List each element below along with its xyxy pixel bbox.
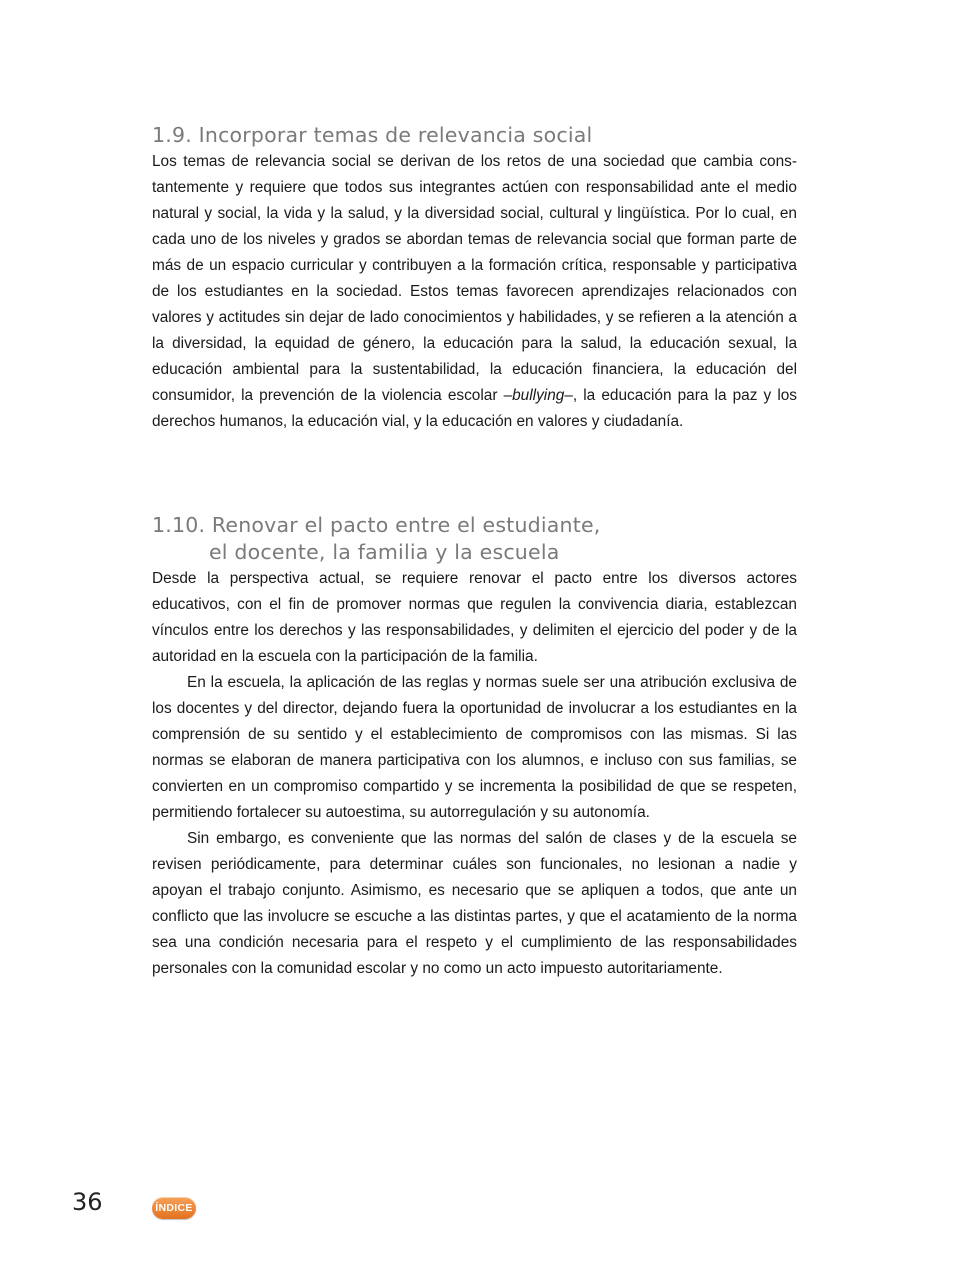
- section-relevancia-social: [152, 122, 797, 435]
- heading-line-2: el docente, la familia y la escuela: [209, 540, 560, 564]
- body-paragraph: Sin embargo, es conveniente que las normas del salón de clases y de la escuela se revisen periódicamente, para determinar cuáles son funcionales, no lesionan a nadie y apoyan el trabajo conjunto. Asimismo, es necesario que se apliquen a todos, que ante un conflicto que las involucre se escuche a las distintas partes, y que el acatamiento de la norma sea una condición necesaria para el respeto y el cumplimiento de las responsabilidades personales con la comunidad escolar y no como un acto impuesto autoritariamente.: [152, 830, 797, 977]
- italic-term: bullying: [512, 387, 565, 404]
- section-heading: 1.9. Incorporar temas de relevancia social: [152, 123, 593, 147]
- paragraph-text: Los temas de relevancia social se derivan de los retos de una sociedad que cambia constantemente y requiere que todos sus integrantes actúen con responsabilidad ante el medio natural y social, la vida y la salud, y la diversidad social, cultural y lingüística. Por lo cual, en cada uno de los niveles y grados se abordan temas de relevancia social que forman parte de más de un espacio curricular y contribuyen a la formación crítica, responsable y participativa de los estudiantes en la sociedad. Estos temas favorecen aprendizajes relacionados con valores y actitudes sin dejar de lado conocimientos y habilidades, y se refieren a la atención a la diversidad, la equidad de género, la educación para la salud, la educación sexual, la educación ambiental para la sustentabilidad, la educación financiera, la educación del consumidor, la prevención de la violencia escolar –: [152, 153, 797, 404]
- section-heading: [152, 512, 797, 566]
- page-number: 36: [72, 1188, 103, 1216]
- body-paragraph: [152, 149, 797, 435]
- body-paragraph: Desde la perspectiva actual, se requiere renovar el pacto entre los diversos actores educativos, con el fin de promover normas que regulen la convivencia diaria, establezcan vínculos entre los derechos y las responsabilidades, y delimiten el ejercicio del poder y de la autoridad en la escuela con la participación de la familia.: [152, 570, 797, 665]
- paragraph-text: –, la educación para la paz y los derechos humanos, la educación vial, y la educación en valores y ciudadanía.: [152, 387, 797, 430]
- heading-line-1: 1.10. Renovar el pacto entre el estudiante,: [152, 513, 601, 537]
- body-paragraph: En la escuela, la aplicación de las reglas y normas suele ser una atribución exclusiva de los docentes y del director, dejando fuera la oportunidad de involucrar a los estudiantes en la comprensión de su sentido y el establecimiento de compromisos con las mismas. Si las normas se elaboran de manera participativa con los alumnos, e incluso con sus familias, se convierten en un compromiso compartido y se incrementa la posibilidad de que se respeten, permitiendo fortalecer su autoestima, su autorregulación y su autonomía.: [152, 674, 797, 821]
- index-button[interactable]: ÍNDICE: [152, 1197, 196, 1219]
- section-renovar-pacto: [152, 512, 797, 982]
